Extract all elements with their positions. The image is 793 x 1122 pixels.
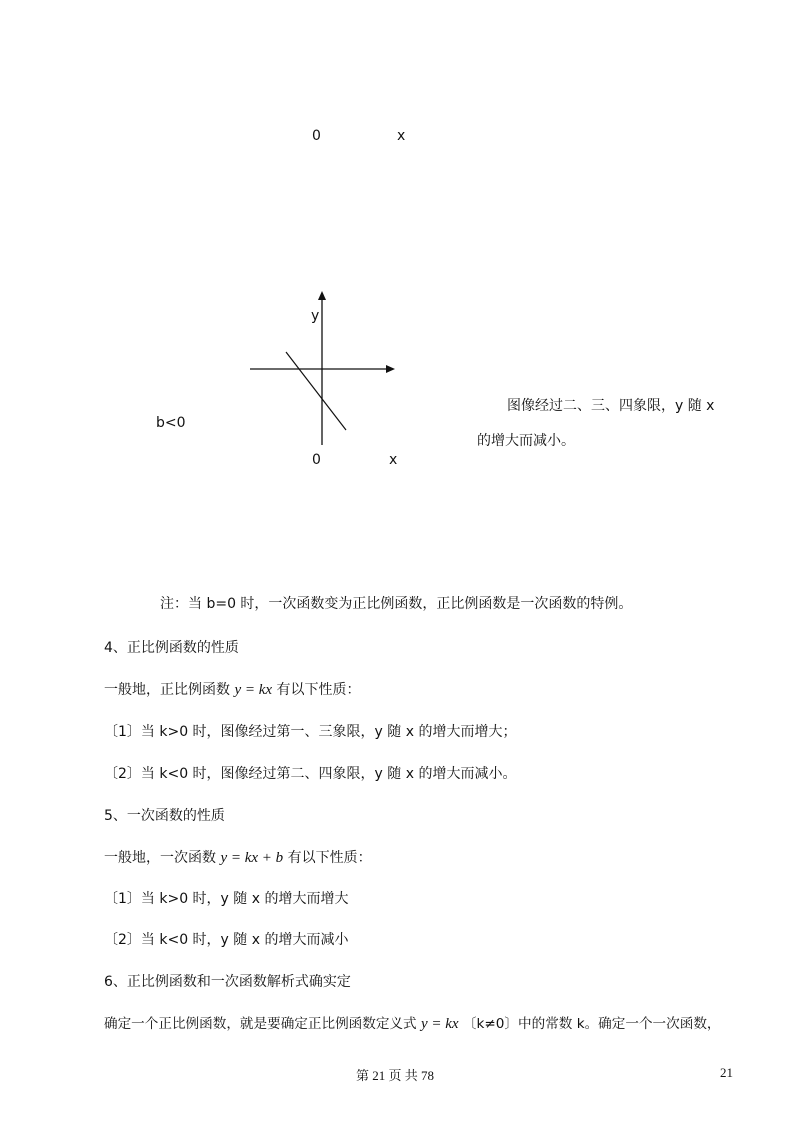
x-axis-arrow — [386, 365, 395, 373]
section-4-intro — [104, 680, 361, 700]
graph-description-line-2: 的增大而减小。 — [477, 433, 575, 449]
page-number: 21 — [720, 1065, 733, 1080]
section-4-intro-a: 一般地，正比例函数 — [104, 682, 230, 698]
proportional-formula: y = kx — [234, 682, 273, 698]
section-4-intro-b: 有以下性质： — [276, 682, 361, 698]
y-axis-arrow — [318, 291, 326, 300]
note-text: 注：当 b=0 时，一次函数变为正比例函数，正比例函数是一次函数的特例。 — [160, 596, 633, 612]
function-line — [286, 352, 346, 430]
section-6-text — [104, 1014, 721, 1034]
section-5-intro-b: 有以下性质： — [287, 850, 372, 866]
graph-bottom-x-label: x — [389, 452, 398, 468]
section-4-heading: 4、正比例函数的性质 — [104, 640, 239, 656]
graph-top-origin-label: 0 — [312, 128, 321, 144]
section-5-item-2: 〔2〕当 k<0 时，y 随 x 的增大而减小 — [104, 932, 349, 948]
section-5-intro — [104, 848, 372, 868]
graph-bottom-origin-label: 0 — [312, 452, 321, 468]
graph-description-line-1: 图像经过二、三、四象限，y 随 x — [507, 398, 715, 414]
section-5-intro-a: 一般地，一次函数 — [104, 850, 216, 866]
section-6-text-b: 〔k≠0〕中的常数 k。确定一个一次函数， — [462, 1016, 721, 1032]
section-5-item-1: 〔1〕当 k>0 时，y 随 x 的增大而增大 — [104, 891, 349, 907]
definition-formula: y = kx — [420, 1016, 459, 1032]
section-5-heading: 5、一次函数的性质 — [104, 808, 225, 824]
section-6-heading: 6、正比例函数和一次函数解析式确实定 — [104, 974, 351, 990]
page-footer-center: 第 21 页 共 78 — [356, 1068, 435, 1083]
linear-formula: y = kx + b — [220, 850, 284, 866]
graph-bottom-y-label: y — [311, 308, 320, 324]
graph-top-x-label: x — [397, 128, 406, 144]
section-6-text-a: 确定一个正比例函数，就是要确定正比例函数定义式 — [104, 1016, 417, 1032]
section-4-item-2: 〔2〕当 k<0 时，图像经过第二、四象限，y 随 x 的增大而减小。 — [104, 766, 517, 782]
section-4-item-1: 〔1〕当 k>0 时，图像经过第一、三象限，y 随 x 的增大而增大； — [104, 724, 517, 740]
condition-label: b<0 — [156, 415, 186, 431]
